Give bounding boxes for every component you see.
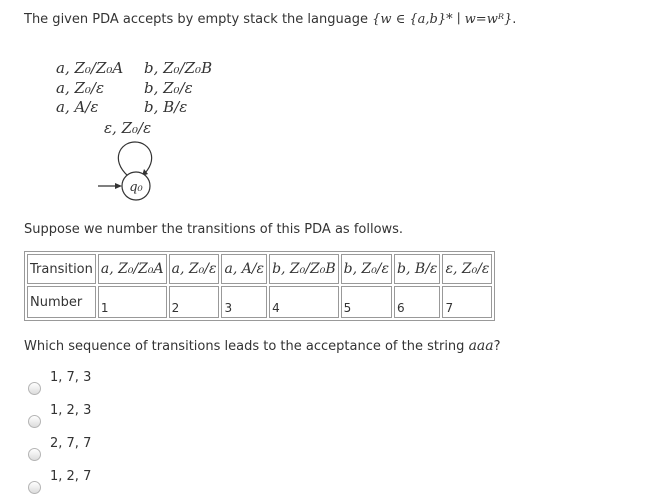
language-expression: {w ∈ {a,b}* ∣ w=wᴿ}: [372, 12, 513, 27]
number-cell-2: 2: [169, 286, 220, 318]
loop-label-b-z0-z0b: b, Z₀/Z₀B: [144, 59, 213, 77]
start-arrowhead: [115, 183, 122, 189]
option-1[interactable]: [28, 370, 148, 400]
transition-header: Transition: [27, 254, 96, 284]
number-row: [27, 286, 492, 318]
question-text: [24, 12, 516, 27]
loop-label-a-a-eps: a, A/ε: [56, 98, 99, 116]
question-prefix: The given PDA accepts by empty stack the language: [24, 12, 373, 27]
transition-cell-5: b, Z₀/ε: [341, 254, 392, 284]
number-cell-7: 7: [442, 286, 492, 318]
option-2-radio[interactable]: [28, 415, 41, 428]
option-4-radio[interactable]: [28, 481, 41, 494]
transition-cell-1: a, Z₀/Z₀A: [98, 254, 167, 284]
prompt-text: [24, 338, 501, 354]
intro-text: Suppose we number the transitions of this PDA as follows.: [24, 222, 404, 237]
option-1-label: 1, 7, 3: [50, 370, 92, 385]
prompt-string: aaa: [468, 338, 494, 354]
number-cell-4: 4: [269, 286, 339, 318]
transition-cell-2: a, Z₀/ε: [169, 254, 220, 284]
option-2-label: 1, 2, 3: [50, 403, 92, 418]
transition-table: [24, 251, 495, 321]
option-3[interactable]: [28, 436, 148, 466]
state-q0-label: q₀: [129, 180, 143, 195]
option-2[interactable]: [28, 403, 148, 433]
question-suffix: .: [512, 12, 517, 27]
transition-row: [27, 254, 492, 284]
number-cell-6: 6: [394, 286, 440, 318]
loop-label-b-z0-eps: b, Z₀/ε: [144, 79, 193, 97]
number-cell-1: 1: [98, 286, 167, 318]
option-1-radio[interactable]: [28, 382, 41, 395]
transition-cell-7: ε, Z₀/ε: [442, 254, 492, 284]
prompt-suffix: ?: [493, 339, 501, 354]
transition-cell-4: b, Z₀/Z₀B: [269, 254, 339, 284]
loop-label-a-z0-z0a: a, Z₀/Z₀A: [56, 59, 124, 77]
transition-cell-3: a, A/ε: [221, 254, 267, 284]
pda-diagram: [40, 56, 260, 206]
number-cell-5: 5: [341, 286, 392, 318]
option-4-label: 1, 2, 7: [50, 469, 92, 484]
transition-cell-6: b, B/ε: [394, 254, 440, 284]
number-header: Number: [27, 286, 96, 318]
loop-label-b-b-eps: b, B/ε: [144, 98, 188, 116]
loop-label-eps-z0-eps: ε, Z₀/ε: [104, 119, 152, 137]
option-4[interactable]: [28, 469, 148, 499]
prompt-body: Which sequence of transitions leads to the acceptance of the string: [24, 339, 469, 354]
loop-label-a-z0-eps: a, Z₀/ε: [56, 79, 105, 97]
number-cell-3: 3: [221, 286, 267, 318]
option-3-radio[interactable]: [28, 448, 41, 461]
option-3-label: 2, 7, 7: [50, 436, 92, 451]
self-loop-arrow: [118, 142, 151, 176]
